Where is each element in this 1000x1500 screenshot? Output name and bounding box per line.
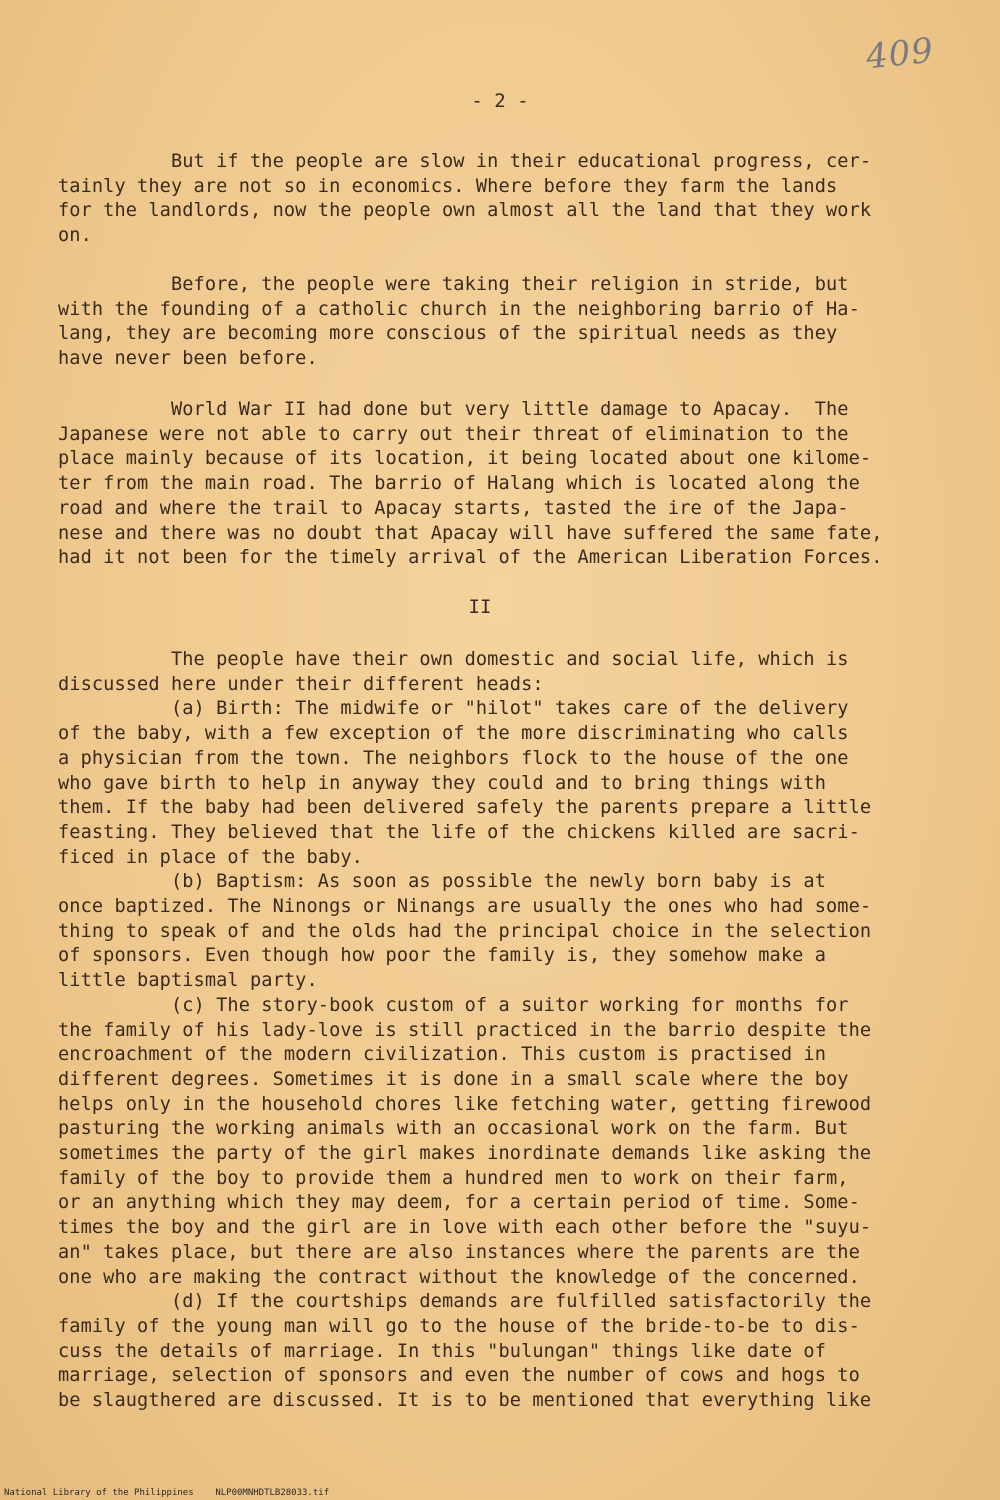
handwritten-page-number: 409	[864, 30, 936, 78]
paragraph-religion: Before, the people were taking their religion in stride, but with the founding of a catholic church in the neighboring barrio of Ha- lang, they are becoming more conscious of the spiritual needs as they have never been before.	[58, 274, 860, 370]
archive-footer: National Library of the Philippines NLP00MNHDTLB28033.tif	[4, 1488, 330, 1498]
section-heading: II	[468, 596, 492, 618]
paragraph-economics: But if the people are slow in their educational progress, cer- tainly they are not so in economics. Where before they farm the lands for the landlords, now the people own almost all the land that they work on.	[58, 151, 872, 247]
section-body-domestic-social-life: The people have their own domestic and social life, which is discussed here under their different heads: (a) Birth: The midwife or "hilot" takes care of the delivery of the baby, with a few exception of the more discriminating who calls a physician from the town. The neighbors flock to the house of the one who gave birth to help in anyway they could and to bring things with them. If the baby had been delivered safely the parents prepare a little feasting. They believed that the life of the chickens killed are sacri- ficed in place of the baby. (b) Baptism: As soon as possible the newly born baby is at once baptized. The Ninongs or Ninangs are usually the ones who had some- thing to speak of and the olds had the principal choice in the selection of sponsors. Even though how poor the family is, they somehow make a little baptismal party. (c) The story-book custom of a suitor working for months for the family of his lady-love is still practiced in the barrio despite the encroachment of the modern civilization. This custom is practised in different degrees. Sometimes it is done in a small scale where the boy helps only in the household chores like fetching water, getting firewood pasturing the working animals with an occasional work on the farm. But sometimes the party of the girl makes inordinate demands like asking the family of the boy to provide them a hundred men to work on their farm, or an anything which they may deem, for a certain period of time. Some- times the boy and the girl are in love with each other before the "suyu- an" takes place, but there are also instances where the parents are the one who are making the contract without the knowledge of the concerned. (d) If the courtships demands are fulfilled satisfactorily the family of the young man will go to the house of the bride-to-be to dis- cuss the details of marriage. In this "bulungan" things like date of marriage, selection of sponsors and even the number of cows and hogs to be slaugthered are discussed. It is to be mentioned that everything like	[58, 649, 872, 1412]
paragraph-world-war: World War II had done but very little damage to Apacay. The Japanese were not able to carry out their threat of elimination to the place mainly because of its location, it being located about one kilome- ter from the main road. The barrio of Halang which is located along the road and where the trail to Apacay starts, tasted the ire of the Japa- nese and there was no doubt that Apacay will have suffered the same fate, had it not been for the timely arrival of the American Liberation Forces.	[58, 399, 883, 569]
page-number: - 2 -	[471, 90, 529, 112]
